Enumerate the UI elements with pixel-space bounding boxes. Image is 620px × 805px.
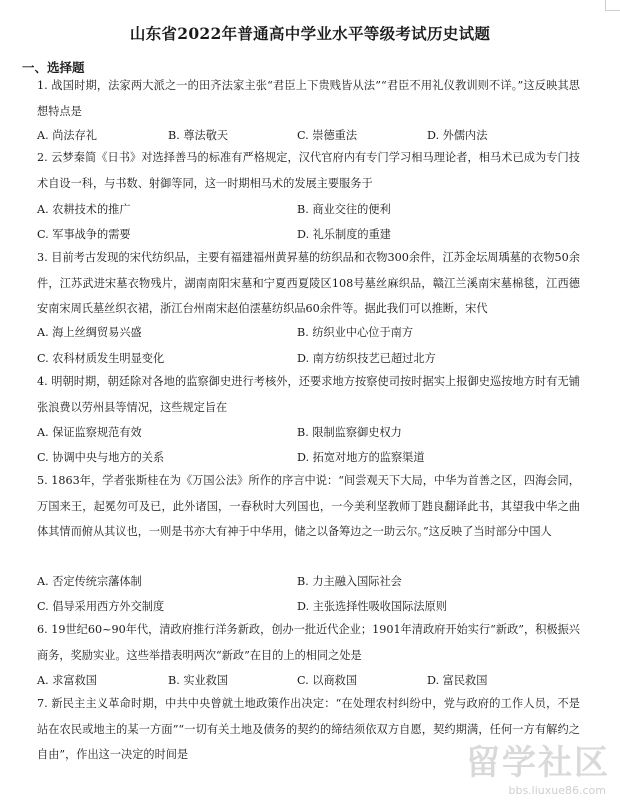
question-2-options bbox=[37, 201, 597, 221]
option-d: D. 礼乐制度的重建 bbox=[297, 228, 391, 241]
option-b: B. 商业交往的便利 bbox=[297, 203, 391, 216]
question-2 bbox=[37, 145, 580, 196]
option-a: A. 海上丝绸贸易兴盛 bbox=[37, 326, 142, 339]
question-3-options-row2 bbox=[37, 350, 597, 370]
option-c: C. 倡导采用西方外交制度 bbox=[37, 600, 165, 613]
option-d: D. 拓宽对地方的监察渠道 bbox=[297, 451, 425, 464]
option-b: B. 尊法敬天 bbox=[168, 129, 229, 142]
page-corner-mark bbox=[605, 0, 620, 11]
option-a: A. 农耕技术的推广 bbox=[37, 203, 131, 216]
option-d: D. 南方纺织技艺已超过北方 bbox=[297, 352, 436, 365]
watermark-url: bbs.liuxue86.com bbox=[508, 784, 606, 797]
option-c: C. 崇德重法 bbox=[297, 129, 358, 142]
question-stem: 6. 19世纪60~90年代，清政府推行洋务新政，创办一批近代企业；1901年清政府开始实行“新政”，积极振兴商务，奖励实业。这些举措表明两次“新政”在目的上的相同之处是 bbox=[37, 623, 580, 662]
question-6 bbox=[37, 617, 580, 668]
question-2-options-row2 bbox=[37, 226, 597, 246]
option-c: C. 农科材质发生明显变化 bbox=[37, 352, 165, 365]
question-5-options bbox=[37, 573, 597, 593]
question-1-options bbox=[37, 127, 597, 147]
option-c: C. 军事战争的需要 bbox=[37, 228, 131, 241]
option-b: B. 限制监察御史权力 bbox=[297, 426, 402, 439]
option-c: C. 以商救国 bbox=[297, 674, 358, 687]
option-c: C. 协调中央与地方的关系 bbox=[37, 451, 165, 464]
question-6-options bbox=[37, 672, 597, 692]
question-stem: 7. 新民主主义革命时期，中共中央曾就土地政策作出决定：“在处理农村纠纷中，党与政府的工作人员，不是站在农民或地主的某一方面”“一切有关土地及债务的契约的缔结须依双方自愿，契约期满，任何一方有解约之自由”，作出这一决定的时间是 bbox=[37, 697, 580, 761]
option-a: A. 否定传统宗藩体制 bbox=[37, 575, 142, 588]
question-5 bbox=[37, 468, 580, 545]
question-4-options-row2 bbox=[37, 449, 597, 469]
option-d: D. 外儒内法 bbox=[427, 129, 488, 142]
option-d: D. 富民救国 bbox=[427, 674, 488, 687]
option-a: A. 保证监察规范有效 bbox=[37, 426, 142, 439]
watermark-logo bbox=[440, 735, 610, 797]
question-stem: 3. 目前考古发现的宋代纺织品，主要有福建福州黄昇墓的纺织品和衣物300余件，江苏金坛周瑀墓的衣物50余件，江苏武进宋墓衣物残片，湖南南阳宋墓和宁夏西夏陵区108号墓丝麻织品，赣江兰溪南宋墓棉毯，江西德安南宋周氏墓丝织衣裙，浙江台州南宋赵伯澐墓纺织品60余件等。据此我们可以推断，宋代 bbox=[37, 251, 580, 315]
question-stem: 4. 明朝时期，朝廷除对各地的监察御史进行考核外，还要求地方按察使司按时据实上报御史巡按地方时有无铺张浪费以劳州县等情况，这些规定旨在 bbox=[37, 375, 580, 414]
option-d: D. 主张选择性吸收国际法原则 bbox=[297, 600, 447, 613]
question-5-options-row2 bbox=[37, 598, 597, 618]
question-4 bbox=[37, 369, 580, 420]
question-1 bbox=[37, 73, 580, 124]
page-title: 山东省2022年普通高中学业水平等级考试历史试题 bbox=[129, 24, 491, 43]
question-4-options bbox=[37, 424, 597, 444]
watermark-text: 留学社区 bbox=[466, 743, 610, 783]
question-3-options bbox=[37, 324, 597, 344]
option-b: B. 纺织业中心位于南方 bbox=[297, 326, 414, 339]
question-3 bbox=[37, 245, 580, 322]
option-a: A. 求富救国 bbox=[37, 674, 97, 687]
option-a: A. 尚法存礼 bbox=[37, 129, 97, 142]
section-heading: 一、选择题 bbox=[22, 60, 85, 75]
question-stem: 1. 战国时期，法家两大派之一的田齐法家主张“君臣上下贵贱皆从法”“君臣不用礼仪教训则不详。”这反映其思想特点是 bbox=[37, 79, 580, 118]
option-b: B. 力主融入国际社会 bbox=[297, 575, 402, 588]
question-stem: 5. 1863年，学者张斯桂在为《万国公法》所作的序言中说：“间尝观天下大局，中华为首善之区，四海会同，万国来王，起冕勿可及已，此外诸国，一春秋时大列国也，一今美利坚教师丁韪良翻译此书，其望我中华之曲体其情而俯从其议也，一则是书亦大有神于中华用，储之以备筹边之一助云尔。”这反映了当时部分中国人 bbox=[37, 474, 580, 538]
question-stem: 2. 云梦秦简《日书》对选择善马的标准有严格规定，汉代官府内有专门学习相马理论者，相马术已成为专门技术自设一科，与书数、射御等同，这一时期相马术的发展主要服务于 bbox=[37, 151, 580, 190]
option-b: B. 实业救国 bbox=[168, 674, 229, 687]
